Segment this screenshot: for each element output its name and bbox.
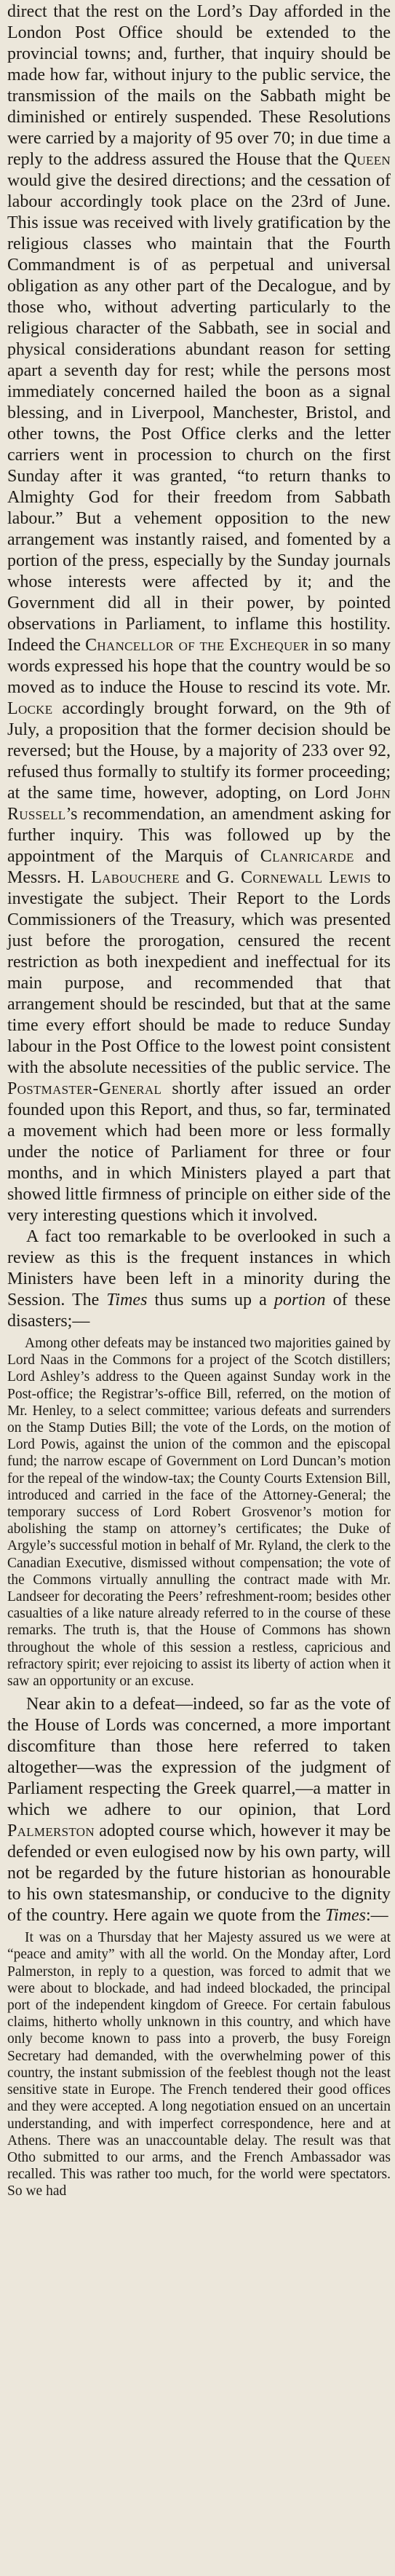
text-run: shortly after issued an order founded upon this Report, and thus, so far, terminated a movement which had been more or less formally under the notice of Parliament for three or four months, and in which Ministers played a part that showed little firmness of principle on either side of the very interesting questions which it involved. bbox=[7, 1079, 391, 1225]
text-run: accordingly brought forward, on the 9th of July, a proposition that the former decision should be reversed; but the House, by a majority of 233 over 92, refused thus formally to stultify its former proceeding; at the same time, however, adopting, on Lord bbox=[7, 699, 391, 803]
text-run: Near akin to a defeat—indeed, so far as the vote of the House of Lords was concerned, a more important discomfiture than those here referred to taken altogether—was the expression of the judgment of Parliament respecting the Greek quarrel,—a matter in which we adhere to our opinion, that Lord bbox=[7, 1695, 391, 1820]
text-run: A fact too remarkable to be overlooked in such a review as this is the frequent instances in which Ministers have been left in a minority during the Session. The bbox=[7, 1227, 391, 1309]
proper-name: Chancellor of the Exchequer bbox=[85, 636, 309, 655]
proper-name: John Russell bbox=[7, 784, 391, 824]
proper-name: G. Cornewall Lewis bbox=[217, 868, 371, 887]
text-run: ’s recommendation, an amendment asking for further inquiry. This was followed up by the appointment of the Marquis of bbox=[7, 805, 391, 866]
text-run: adopted course which, however it may be defended or even eulogised now by his own party, will not be regarded by the future historian as honourable to his own statesmanship, or conducive to the dignity of the country. Here again we quote from the bbox=[7, 1821, 391, 1926]
proper-name: Palmerston bbox=[7, 1821, 95, 1841]
text-run: and Messrs. bbox=[7, 847, 391, 887]
body-paragraph bbox=[7, 1694, 391, 1926]
proper-name: Postmaster-General bbox=[7, 1079, 162, 1098]
proper-name: Queen bbox=[343, 150, 391, 169]
continued-paragraph bbox=[7, 1, 391, 1226]
text-run: Among other defeats may be instanced two majorities gained by Lord Naas in the Commons for a project of the Scotch distillers; Lord Ashley’s address to the Queen against Sunday work in the Post-office; the Registrar’s-office Bill, referred, on the motion of Mr. Henley, to a select committee; various defeats and surrenders on the Stamp Duties Bill; the vote of the Lords, on the motion of Lord Powis, against the union of the common and the episcopal fund; the narrow escape of Government on Lord Duncan’s motion for the repeal of the window-tax; the County Courts Extension Bill, introduced and carried in the face of the Attorney-General; the temporary success of Lord Robert Grosvenor’s motion for abolishing the stamp on attorney’s certificates; the Duke of Argyle’s successful motion in behalf of Mr. Ryland, the clerk to the Canadian Executive, dismissed without compensation; the vote of the Commons virtually annulling the contract made with Mr. Landseer for decorating the Peers’ refreshment-room; besides other casualties of a like nature already referred to in the course of these remarks. The truth is, that the House of Commons has shown throughout the whole of this session a restless, capricious and refractory spirit; ever rejoicing to assist its liberty of action when it saw an opportunity or an excuse. bbox=[7, 1336, 391, 1690]
quoted-extract bbox=[7, 1335, 391, 1690]
body-paragraph bbox=[7, 1226, 391, 1332]
text-run: direct that the rest on the Lord’s Day afforded in the London Post Office should be extended to the provincial towns; and, further, that inquiry should be made how far, without injury to the public service, the transmission of the mails on the Sabbath might be diminished or entirely suspended. These Resolutions were carried by a majority of 95 over 70; in due time a reply to the address assured the House that the bbox=[7, 2, 391, 169]
text-run: of these disasters;— bbox=[7, 1291, 391, 1331]
italic-text: Times bbox=[106, 1291, 148, 1309]
italic-text: portion bbox=[274, 1291, 326, 1309]
text-run: in so many words expressed his hope that the country would be so moved as to induce the House to rescind its vote. Mr. bbox=[7, 636, 391, 697]
text-run: :— bbox=[365, 1906, 388, 1926]
text-run: would give the desired directions; and the cessation of labour accordingly took place on the 23rd of June. This issue was received with lively gratification by the religious classes who maintain that the Fourth Commandment is of as perpetual and universal obligation as any other part of the Decalogue, and by those who, without adverting particularly to the religious character of the Sabbath, see in social and physical considerations abundant reason for setting apart a seventh day for rest; while the persons most immediately concerned hailed the boon as a signal blessing, and in Liverpool, Manchester, Bristol, and other towns, the Post Office clerks and the letter carriers went in procession to church on the first Sunday after it was granted, “to return thanks to Almighty God for their freedom from Sabbath labour.” But a vehement opposition to the new arrangement was instantly raised, and fomented by a portion of the press, especially by the Sunday journals whose interests were affected by it; and the Government did all in their power, by pointed observations in Parliament, to inflame this hostility. Indeed the bbox=[7, 171, 391, 655]
proper-name: H. Labouchere bbox=[67, 868, 180, 887]
proper-name: Locke bbox=[7, 699, 53, 718]
text-run: It was on a Thursday that her Majesty assured us we were at “peace and amity” with all the world. On the Monday after, Lord Palmerston, in reply to a question, was forced to admit that we were about to blockade, and had indeed blockaded, the principal port of the independent kingdom of Greece. For certain fabulous claims, hitherto wholly unknown in this country, and which have only become known to pass into a proverb, the busy Foreign Secretary had demanded, with the overwhelming power of this country, the instant submission of the feeblest though not the least sensitive state in Europe. The French tendered their good offices and they were accepted. A long negotiation ensued on an uncertain understanding, and with imperfect correspondence, here and at Athens. There was an unaccountable delay. The result was that Otho submitted to our arms, and the French Ambassador was recalled. This was rather too much, for the world were spectators. So we had bbox=[7, 1930, 391, 2199]
text-run: to investigate the subject. Their Report to the Lords Commissioners of the Treasury, which was presented just before the prorogation, censured the recent restriction as both inexpedient and ineffectual for its main purpose, and recommended that that arrangement should be rescinded, but that at the same time every effort should be made to reduce Sunday labour in the Post Office to the lowest point consistent with the absolute necessities of the public service. The bbox=[7, 868, 391, 1077]
text-run: and bbox=[179, 868, 218, 887]
italic-text: Times bbox=[324, 1906, 366, 1926]
text-run: thus sums up a bbox=[147, 1291, 274, 1309]
proper-name: Clanricarde bbox=[260, 847, 354, 866]
quoted-extract bbox=[7, 1929, 391, 2199]
